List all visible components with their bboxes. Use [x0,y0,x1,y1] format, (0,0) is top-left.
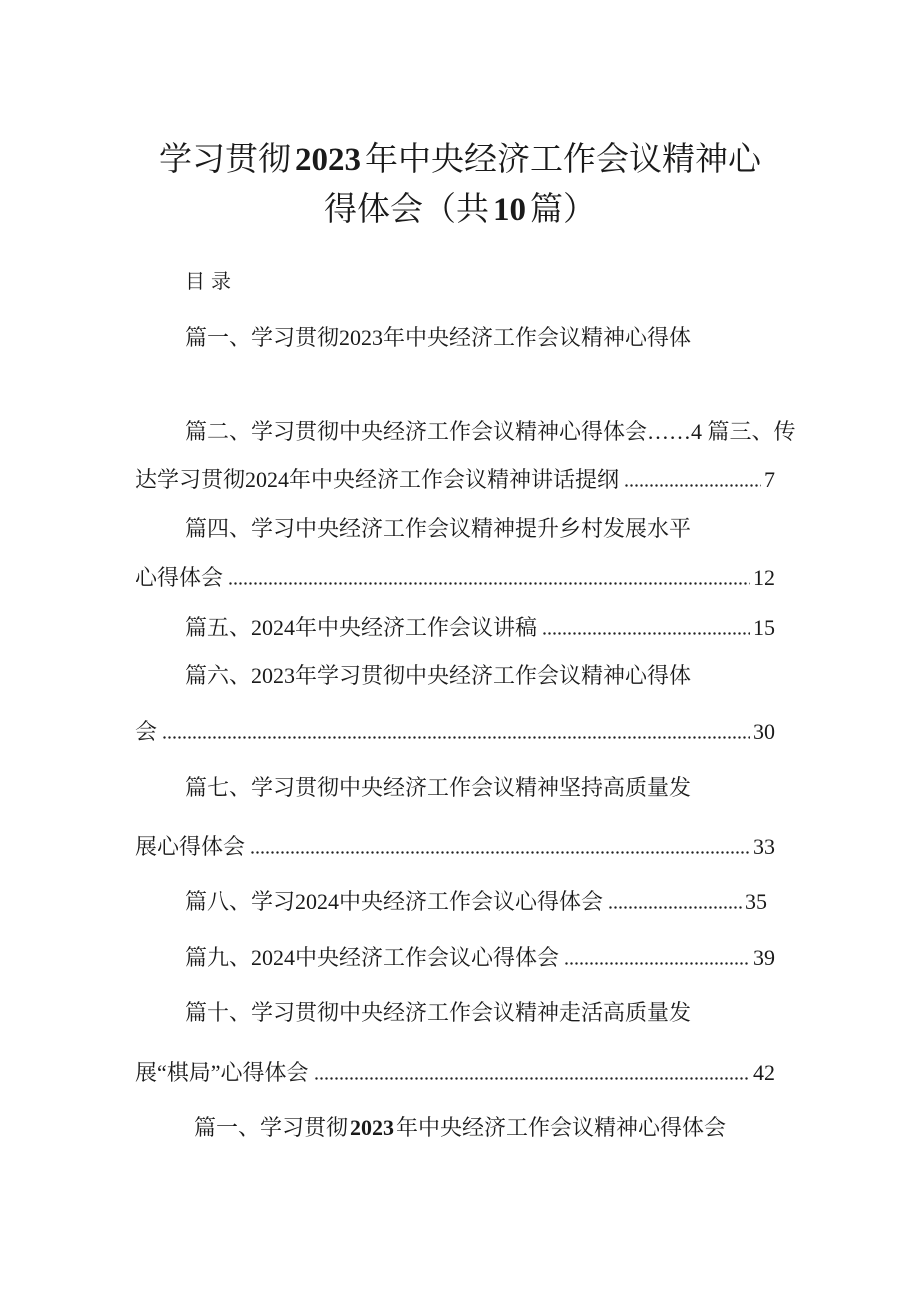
document-title-line-1 [0,140,920,180]
toc-page-number: 30 [753,719,775,744]
toc-line [185,945,775,971]
dot-leader [314,1077,750,1080]
dot-leader [542,632,750,635]
dot-leader [228,582,750,585]
title-text: 学习贯彻 [159,142,291,178]
toc-line [185,775,775,801]
toc-entry-text: 展心得体会 [135,834,246,859]
toc-entry-text: 篇七、学习贯彻中央经济工作会议精神坚持高质量发 [185,775,692,800]
section-heading-text: 年中央经济工作会议精神心得体会 [396,1115,727,1140]
toc-line [185,419,796,445]
toc-page-number: 15 [753,615,775,640]
toc-line [185,325,775,351]
document-title-line-2 [0,190,920,230]
toc-entry-text: 展“棋局”心得体会 [135,1060,309,1085]
toc-heading: 目录 [185,271,237,293]
toc-line [135,467,775,493]
toc-line [185,663,775,689]
title-year: 2023 [295,142,361,178]
section-heading [0,1115,920,1141]
toc-page-number: 7 [764,467,775,492]
toc-line [185,889,767,915]
dot-leader [162,736,750,739]
toc-entry-text: 篇八、学习2024中央经济工作会议心得体会 [185,889,604,914]
toc-page-number: 35 [745,889,767,914]
title-text: 篇） [530,192,596,228]
title-text: 年中央经济工作会议精神心 [365,142,761,178]
toc-entry-text: 篇六、2023年学习贯彻中央经济工作会议精神心得体 [185,663,692,688]
dot-leader [250,851,750,854]
dot-leader [624,484,761,487]
toc-entry-text: 篇四、学习中央经济工作会议精神提升乡村发展水平 [185,516,692,541]
toc-entry-text: 篇五、2024年中央经济工作会议讲稿 [185,615,538,640]
dot-leader [564,962,750,965]
toc-line [185,516,775,542]
toc-entry-text: 篇二、学习贯彻中央经济工作会议精神心得体会……4 篇三、传 [185,419,796,444]
toc-line [135,565,775,591]
section-heading-year: 2023 [350,1115,394,1140]
toc-entry-text: 篇九、2024中央经济工作会议心得体会 [185,945,560,970]
toc-entry-text: 心得体会 [135,565,224,590]
toc-page-number: 12 [753,565,775,590]
toc-entry-text: 达学习贯彻2024年中央经济工作会议精神讲话提纲 [135,467,620,492]
toc-page-number: 33 [753,834,775,859]
toc-page-number: 42 [753,1060,775,1085]
title-count: 10 [493,192,526,228]
toc-entry-text: 篇一、学习贯彻2023年中央经济工作会议精神心得体 [185,325,692,350]
dot-leader [608,906,742,909]
toc-line [135,1060,775,1086]
toc-entry-text: 篇十、学习贯彻中央经济工作会议精神走活高质量发 [185,1000,692,1025]
toc-line [185,1000,775,1026]
toc-line [185,615,775,641]
toc-entry-text: 会 [135,719,158,744]
toc-page-number: 39 [753,945,775,970]
section-heading-text: 篇一、学习贯彻 [193,1115,348,1140]
title-text: 得体会（共 [324,192,489,228]
toc-line [135,834,775,860]
toc-line [135,719,775,745]
